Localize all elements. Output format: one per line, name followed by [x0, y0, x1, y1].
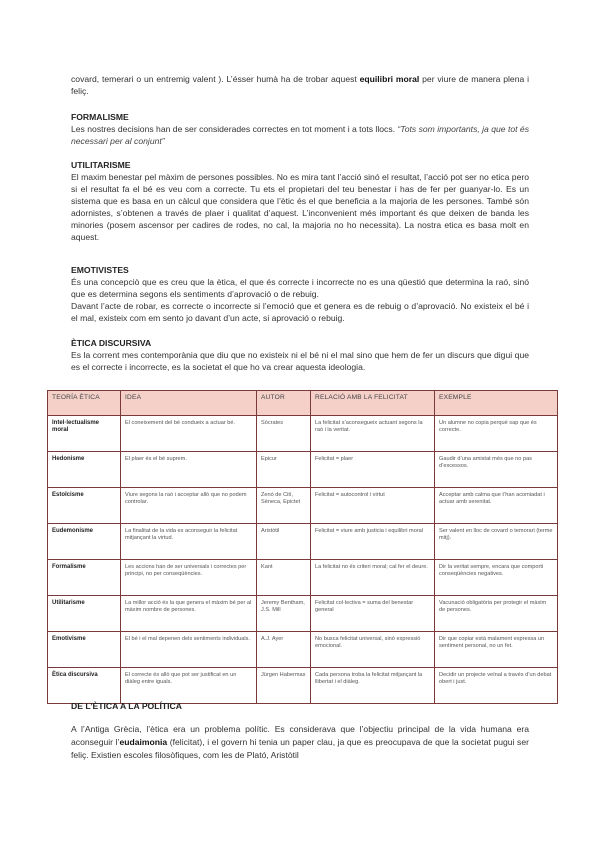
theory-cell: Estoïcisme — [48, 488, 121, 524]
column-header: RELACIÓ AMB LA FELICITAT — [311, 391, 435, 416]
heading-discursiva: ÈTICA DISCURSIVA — [71, 338, 152, 348]
author-cell: Sòcrates — [257, 416, 311, 452]
formalisme-quote: “Tots som importants, ja que tot és necessari per al conjunt” — [71, 124, 530, 146]
happiness-cell: No busca felicitat universal, sinó expressió emocional. — [311, 632, 435, 668]
idea-cell: Viure segons la raó i acceptar allò que no podem controlar. — [121, 488, 257, 524]
table-row — [48, 560, 558, 596]
emotivistes-paragraph-2: Davant l’acte de robar, es correcte o incorrecte si l’emoció que et genera es de rebuig o d’aprovació. No existeix el bé i el mal, existeix com em sento jo davant d’un acte, si aprovació o rebuig. — [71, 301, 529, 323]
example-cell: Ser valent en lloc de covard o temorari (terme mitj). — [435, 524, 558, 560]
example-cell: Dir la veritat sempre, encara que comporti conseqüències negatives. — [435, 560, 558, 596]
idea-cell: El coneixement del bé condueix a actuar bé. — [121, 416, 257, 452]
idea-cell: La finalitat de la vida es aconseguir la felicitat mitjançant la virtud. — [121, 524, 257, 560]
emotivistes-paragraph-1: És una concepciò que es creu que la ètica, el que és correcte i incorrecte no es una qüestió que determina la raó, sinó que es determina segons els sentiments d’aprovació o de rebuig. — [71, 277, 529, 299]
table-row — [48, 668, 558, 704]
table-row — [48, 416, 558, 452]
heading-utilitarisme: UTILITARISME — [71, 160, 131, 170]
author-cell: Kant — [257, 560, 311, 596]
intro-text: covard, temerari o un entremig valent ). L’ésser humà ha de trobar aquest — [71, 74, 360, 84]
idea-cell: El plaer és el bé suprem. — [121, 452, 257, 488]
eudaimonia-term: eudaimonia — [119, 737, 168, 747]
theory-cell: Intel·lectualisme moral — [48, 416, 121, 452]
section-formalisme — [71, 111, 529, 147]
theory-cell: Utilitarisme — [48, 596, 121, 632]
theory-cell: Ètica discursiva — [48, 668, 121, 704]
happiness-cell: Cada persona troba la felicitat mitjançant la llibertat i el diàleg. — [311, 668, 435, 704]
author-cell: A.J. Ayer — [257, 632, 311, 668]
idea-cell: El bé i el mal depenen dels sentiments individuals. — [121, 632, 257, 668]
theory-cell: Emotivisme — [48, 632, 121, 668]
section-emotivistes — [71, 264, 529, 324]
example-cell: Gaudir d’una amistat més que no pas d’excessos. — [435, 452, 558, 488]
heading-formalisme: FORMALISME — [71, 112, 129, 122]
happiness-cell: Felicitat = autocontrol i virtut — [311, 488, 435, 524]
discursiva-paragraph: Es la corrent mes contemporània que diu que no existeix ni el bé ni el mal sino que hem de fer un discurs que digui que es el correcte i incorrecte, es la societat el que ho va crear aquesta ideologia. — [71, 350, 529, 372]
utilitarisme-paragraph: El maxim benestar pel màxim de persones possibles. No es mira tant l’acció sinó el resultat, l’acció pot ser no etica pero si el resultat fa el bé es veu com a correcte. Tu ets el propietari del teu benestar i has de fer per guanyar-lo. Es un sistema que es basa en un càlcul que considera que l’ètic és el que beneficia a la majoria de les persones. També són adornistes, s’obtenen a través de plaer i qualitat d’aquest. L’inconvenient més important és que deixen de banda les minories (posem ascensor per cadires de rodes, no cal, la majoria no ho necessita). La nostra etica es basa molt en aquest. — [71, 172, 529, 242]
section-discursiva — [71, 337, 529, 373]
table-row — [48, 596, 558, 632]
happiness-cell: Felicitat = viure amb justicia i equilibri moral — [311, 524, 435, 560]
theory-cell: Eudemonisme — [48, 524, 121, 560]
example-cell: Dir que copiar està malament expressa un sentiment personal, no un fet. — [435, 632, 558, 668]
intro-text-end: per viure de manera plena i feliç. — [71, 74, 529, 96]
table-row — [48, 488, 558, 524]
intro-paragraph — [71, 73, 529, 97]
heading-emotivistes: EMOTIVISTES — [71, 265, 129, 275]
example-cell: Acceptar amb calma que t’han acomiadat i actuar amb serenitat. — [435, 488, 558, 524]
table-row — [48, 452, 558, 488]
idea-cell: La millor acció és la que genera el màxim bé per al màxim nombre de persones. — [121, 596, 257, 632]
politica-paragraph: A l’Antiga Grècia, l’ètica era un problema polític. Es considerava que l’objectiu principal de la vida humana era aconseguir l’eudaimonia (felicitat), i el govern hi tenia un paper clau, ja que es preocupava de que la societat pugui ser feliç. Existien escoles filosòfiques, com les de Plató, Aristòtil — [71, 724, 530, 760]
section-utilitarisme — [71, 159, 529, 243]
example-cell: Vacunació obligatòria per protegir el màxim de persones. — [435, 596, 558, 632]
happiness-cell: La felicitat s’aconsegueix actuant segons la raó i la veritat. — [311, 416, 435, 452]
author-cell: Jeremy Bentham, J.S. Mill — [257, 596, 311, 632]
column-header: EXEMPLE — [435, 391, 558, 416]
table-row — [48, 632, 558, 668]
heading-politica: DE L’ÈTICA A LA POLÍTICA — [71, 701, 182, 711]
theory-cell: Formalisme — [48, 560, 121, 596]
idea-cell: Les accions han de ser universals i correctes per principi, no per conseqüències. — [121, 560, 257, 596]
ethics-theories-table — [47, 390, 558, 704]
author-cell: Epicur — [257, 452, 311, 488]
happiness-cell: La felicitat no és criteri moral; cal fer el deure. — [311, 560, 435, 596]
theory-cell: Hedonisme — [48, 452, 121, 488]
example-cell: Un alumne no copia perquè sap que és correcte. — [435, 416, 558, 452]
happiness-cell: Felicitat = plaer — [311, 452, 435, 488]
table-row — [48, 524, 558, 560]
author-cell: Aristòtil — [257, 524, 311, 560]
author-cell: Zenó de Cití, Sèneca, Epictet — [257, 488, 311, 524]
column-header: AUTOR — [257, 391, 311, 416]
table-header-row — [48, 391, 558, 416]
idea-cell: El correcte és allò que pot ser justificat en un diàleg entre iguals. — [121, 668, 257, 704]
author-cell: Jürgen Habermas — [257, 668, 311, 704]
example-cell: Decidir un projecte veïnal a través d’un debat obert i just. — [435, 668, 558, 704]
column-header: IDEA — [121, 391, 257, 416]
formalisme-paragraph: Les nostres decisions han de ser considerades correctes en tot moment i a tots llocs. “Tots som importants, ja que tot és necessari per al conjunt” — [71, 124, 530, 146]
intro-bold-term: equilibri moral — [359, 74, 420, 84]
column-header: TEORÍA ÉTICA — [48, 391, 121, 416]
happiness-cell: Felicitat col·lectiva = suma del benestar general — [311, 596, 435, 632]
